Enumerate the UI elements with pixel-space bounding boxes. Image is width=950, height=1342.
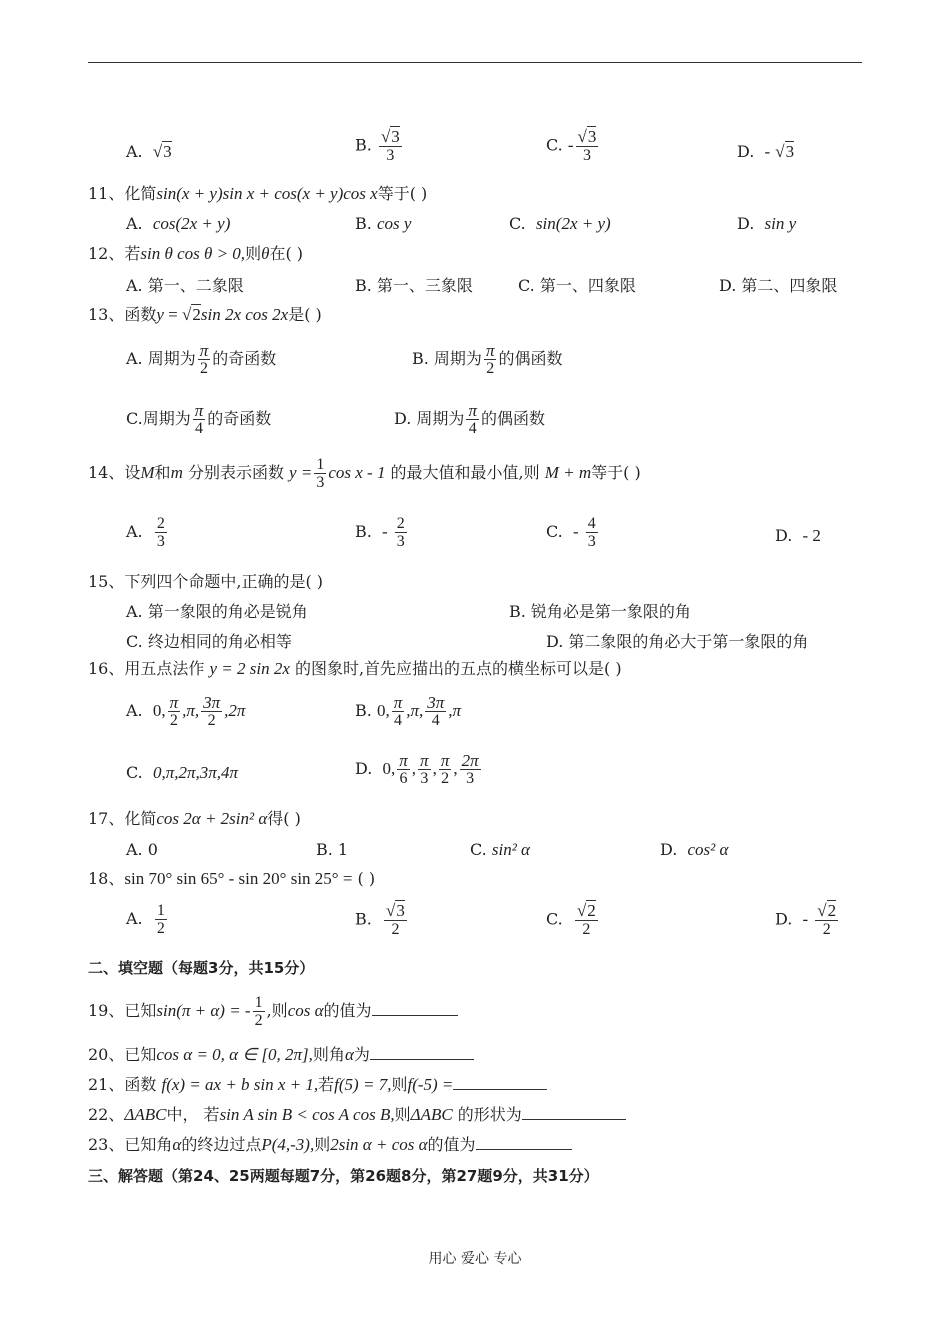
q11-option-b: B. cos y [355,214,412,233]
q15-option-b: B. 锐角必是第一象限的角 [509,602,691,621]
q13-option-a: A. 周期为 $\frac{\pi}{2}$ 的奇函数 [126,341,277,377]
q18-option-a: A. $\frac{1}{2}$ [126,902,165,937]
q13-stem: 13、函数y = √2sin 2x cos 2x是( ) [88,305,322,324]
q14-option-c: C. - $\frac{4}{3}$ [546,515,596,550]
q20-answer-blank[interactable] [370,1045,474,1060]
q17-option-d: D. cos² α [660,840,729,859]
q10-option-c: C. - $\frac{√3}{3}$ [546,127,597,164]
q19-answer-blank[interactable] [372,1001,458,1016]
q12-option-b: B. 第一、三象限 [355,276,473,295]
q22-stem: 22、ΔABC中， 若sin A sin B < cos A cos B,则ΔABC 的形状为 [88,1105,626,1125]
q14-stem: 14、设M和m 分别表示函数 y = $\frac{1}{3}$ cos x - 1 的最大值和最小值,则 M + m等于( ) [88,456,641,491]
q14-option-d: D. - 2 [775,526,821,545]
q23-answer-blank[interactable] [476,1135,572,1150]
q22-answer-blank[interactable] [522,1105,626,1120]
q21-stem: 21、函数 f(x) = ax + b sin x + 1,若f(5) = 7,则f(-5) = [88,1075,547,1095]
q16-option-c: C. 0,π,2π,3π,4π [126,763,239,782]
q12-option-c: C. 第一、四象限 [518,276,636,295]
q10-option-d: D. - √3 [737,142,795,161]
q14-option-b: B. - $\frac{2}{3}$ [355,515,405,550]
q11-option-d: D. sin y [737,214,797,233]
q18-option-c: C. $\frac{√2}{2}$ [546,901,596,938]
q12-option-d: D. 第二、四象限 [719,276,838,295]
q17-option-b: B. 1 [316,840,349,859]
q18-option-b: B. $\frac{√3}{2}$ [355,901,405,938]
q10-option-a: A. √3 [126,142,172,161]
q16-stem: 16、用五点法作 y = 2 sin 2x 的图象时,首先应描出的五点的横坐标可以是( ) [88,659,622,678]
q11-stem: 11、化简sin(x + y)sin x + cos(x + y)cos x等于( ) [88,184,428,203]
section-3-heading: 三、解答题（第24、25两题每题7分，第26题8分，第27题9分，共31分） [88,1167,599,1185]
q12-stem: 12、若sin θ cos θ > 0,则θ在( ) [88,244,304,263]
q15-option-a: A. 第一象限的角必是锐角 [126,602,308,621]
q13-option-c: C.周期为 $\frac{\pi}{4}$ 的奇函数 [126,401,272,437]
header-rule [88,62,862,63]
q13-option-d: D. 周期为 $\frac{\pi}{4}$ 的偶函数 [394,401,545,437]
q15-option-d: D. 第二象限的角必大于第一象限的角 [546,632,809,651]
q20-stem: 20、已知cos α = 0, α ∈ [0, 2π],则角α为 [88,1045,474,1065]
q18-option-d: D. - $\frac{√2}{2}$ [775,901,837,938]
q17-option-c: C. sin² α [470,840,530,859]
q12-option-a: A. 第一、二象限 [126,276,244,295]
q23-stem: 23、已知角α的终边过点P(4,-3),则2sin α + cos α的值为 [88,1135,572,1155]
q16-option-d: D. 0, $\frac{\pi}{6}$ , $\frac{\pi}{3}$ , $\frac{\pi}{2}$ , $\frac{2\pi}{3}$ [355,751,479,787]
q16-option-b: B. 0, $\frac{\pi}{4}$ ,π, $\frac{3\pi}{4}$ ,π [355,693,462,729]
q19-stem: 19、已知sin(π + α) = - $\frac{1}{2}$ ,则cos α的值为 [88,994,458,1029]
page-footer: 用心 爱心 专心 [428,1251,522,1267]
q13-option-b: B. 周期为 $\frac{\pi}{2}$ 的偶函数 [412,341,563,377]
q17-option-a: A. 0 [126,840,158,859]
section-2-heading: 二、填空题（每题3分，共15分） [88,959,315,977]
q15-option-c: C. 终边相同的角必相等 [126,632,292,651]
q18-stem: 18、sin 70° sin 65° - sin 20° sin 25° = ( ) [88,869,376,888]
q14-option-a: A. $\frac{2}{3}$ [126,515,165,550]
q11-option-a: A. cos(2x + y) [126,214,231,233]
q10-option-b: B. $\frac{√3}{3}$ [355,127,400,164]
q17-stem: 17、化简cos 2α + 2sin² α得( ) [88,809,301,828]
q15-stem: 15、下列四个命题中,正确的是( ) [88,572,324,591]
q21-answer-blank[interactable] [453,1075,547,1090]
q11-option-c: C. sin(2x + y) [509,214,611,233]
q16-option-a: A. 0, $\frac{\pi}{2}$ ,π, $\frac{3\pi}{2}$ ,2π [126,693,246,729]
